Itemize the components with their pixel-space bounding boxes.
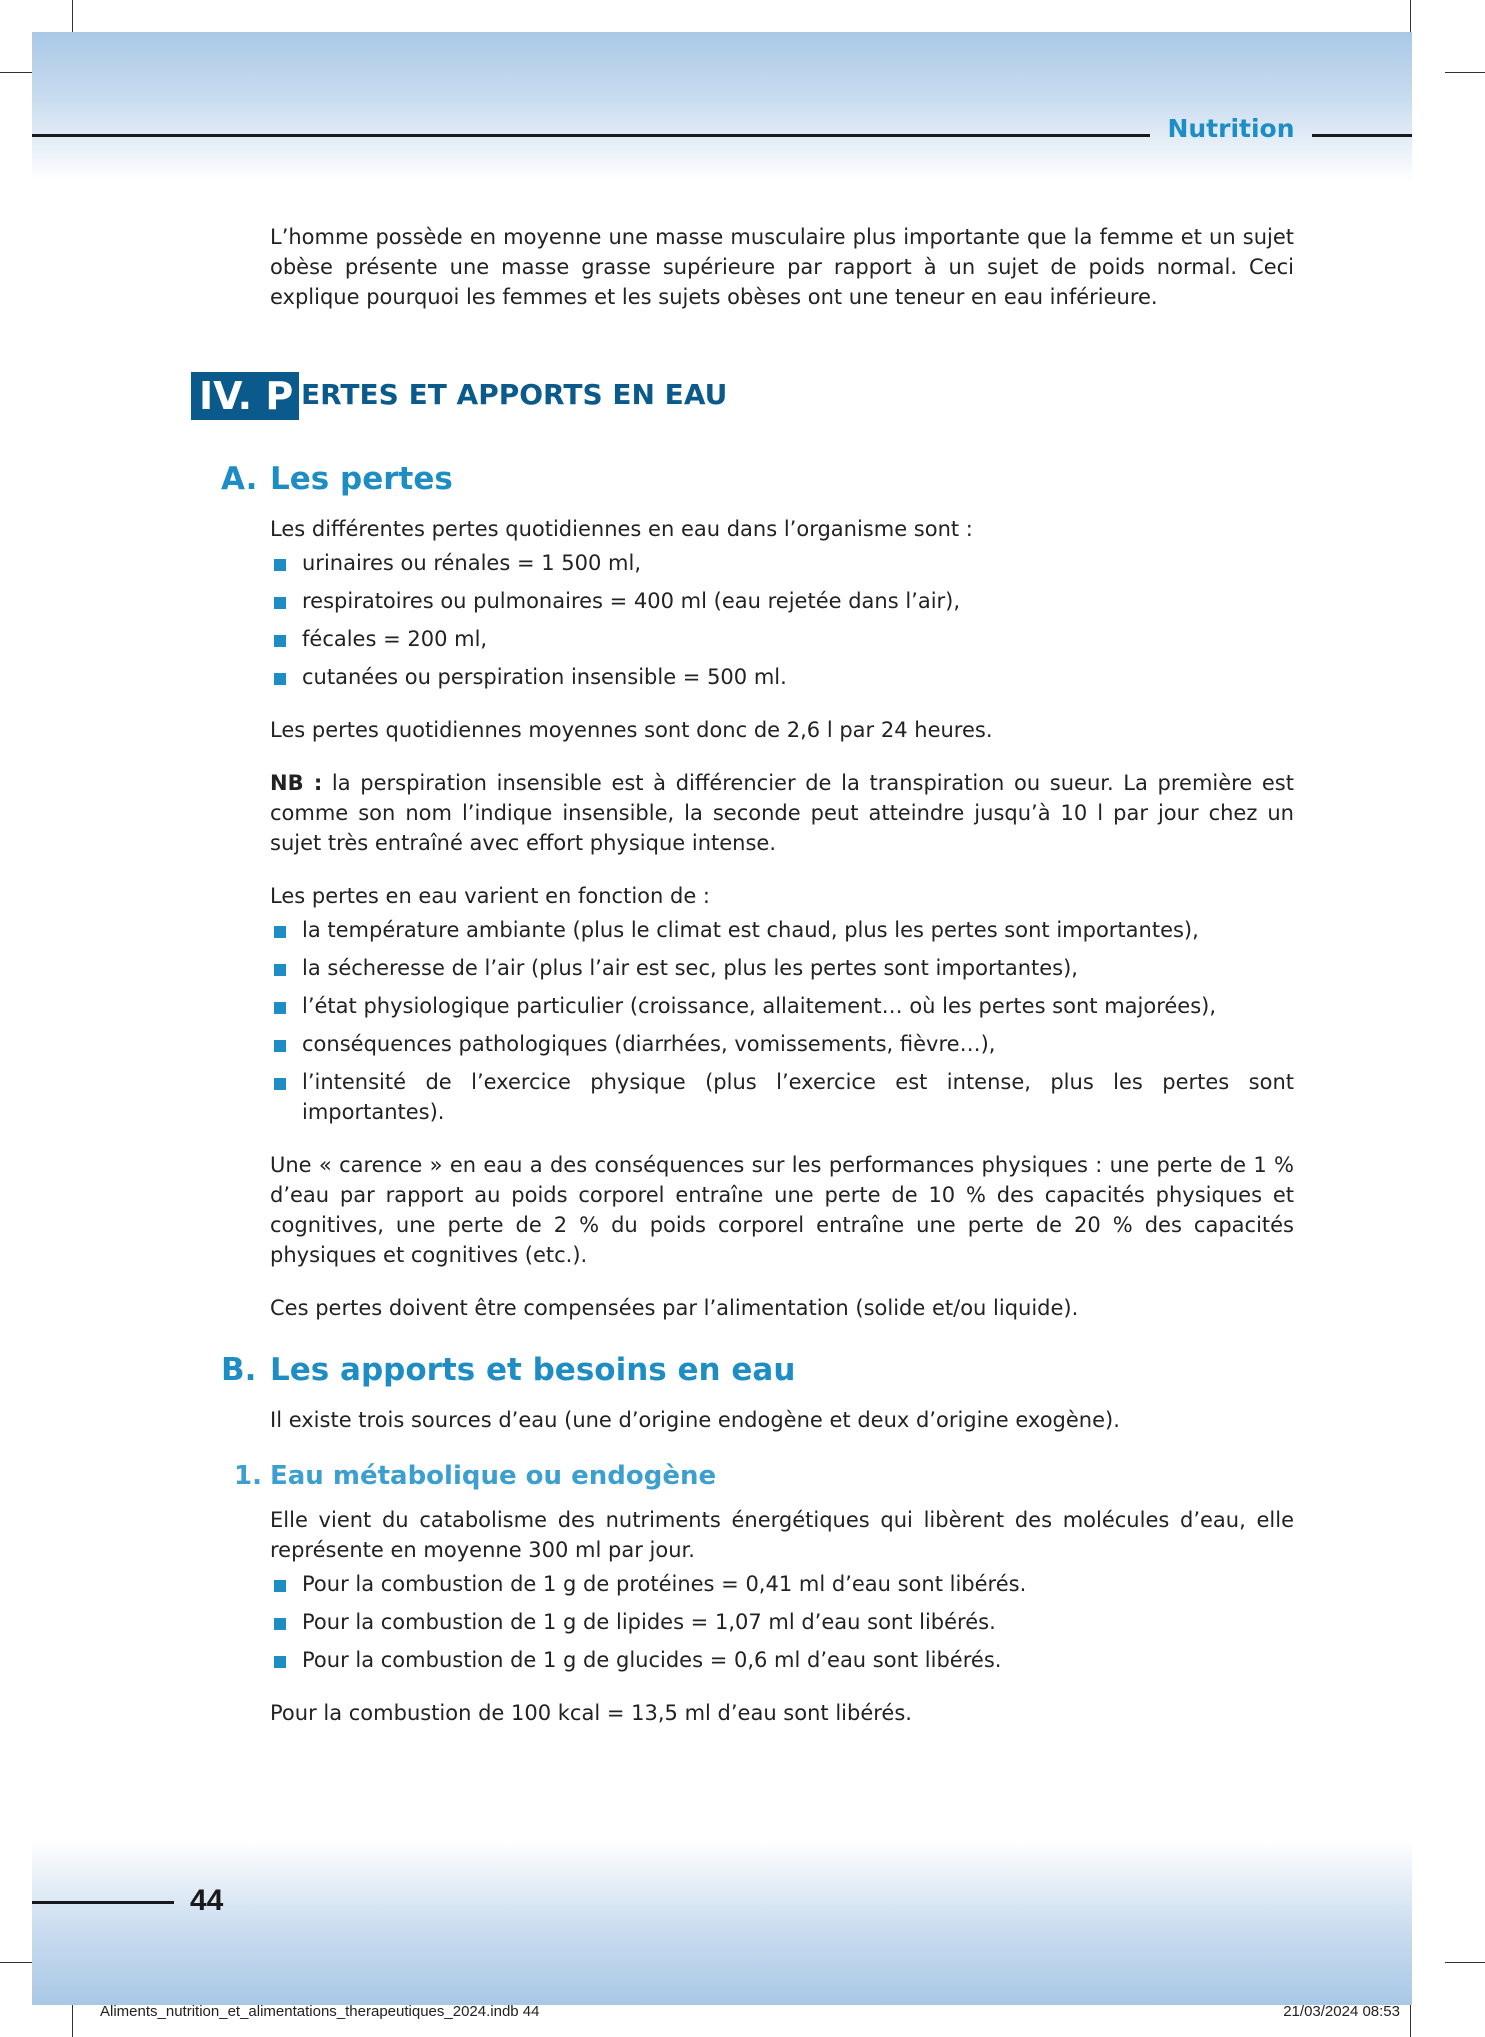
bullet-square-icon (274, 597, 286, 609)
list-item: la température ambiante (plus le climat est chaud, plus les pertes sont importantes), (270, 915, 1294, 945)
footer-rule (32, 1901, 174, 1904)
list-item: Pour la combustion de 1 g de glucides = 0,6 ml d’eau sont libérés. (270, 1645, 1294, 1675)
losses-intro: Les différentes pertes quotidiennes en eau dans l’organisme sont : (270, 517, 973, 541)
print-date: 21/03/2024 08:53 (1283, 2003, 1400, 2020)
section-heading (191, 372, 1294, 432)
list-item: fécales = 200 ml, (270, 624, 1294, 654)
subsection-letter: A. (221, 461, 258, 497)
section-title: ERTES ET APPORTS EN EAU (301, 378, 728, 411)
carence-paragraph: Une « carence » en eau a des conséquences sur les performances physiques : une perte de 1 % d’eau par rapport au poids corporel entraîne une perte de 10 % des capacités physiques et cognitives, une perte de 2 % du poids corporel entraîne une perte de 20 % des capacités physiques et cognitives (etc.). (270, 1153, 1294, 1267)
list-item: urinaires ou rénales = 1 500 ml, (270, 548, 1294, 578)
header-band (32, 32, 1412, 182)
crop-mark (1445, 1962, 1485, 1963)
metabolic-paragraph: Elle vient du catabolisme des nutriments énergétiques qui libèrent des molécules d’eau, elle représente en moyenne 300 ml par jour. (270, 1508, 1294, 1562)
page-content (199, 222, 1294, 1728)
nb-text: la perspiration insensible est à différencier de la transpiration ou sueur. La première est comme son nom l’indique insensible, la seconde peut atteindre jusqu’à 10 l par jour chez un sujet très entraîné avec effort physique intense. (270, 771, 1294, 855)
bullet-square-icon (274, 559, 286, 571)
sources-intro: Il existe trois sources d’eau (une d’origine endogène et deux d’origine exogène). (270, 1408, 1120, 1432)
list-item: l’intensité de l’exercice physique (plus l’exercice est intense, plus les pertes sont importantes). (270, 1067, 1294, 1127)
bullet-square-icon (274, 673, 286, 685)
subsection-title: Les apports et besoins en eau (270, 1352, 796, 1388)
list-item: l’état physiologique particulier (croissance, allaitement… où les pertes sont majorées), (270, 991, 1294, 1021)
bullet-square-icon (274, 1580, 286, 1592)
subsection-letter: B. (221, 1352, 257, 1388)
bullet-square-icon (274, 1078, 286, 1090)
vary-list (270, 915, 1294, 1127)
bullet-square-icon (274, 1618, 286, 1630)
nb-label: NB : (270, 771, 323, 795)
list-item: la sécheresse de l’air (plus l’air est sec, plus les pertes sont importantes), (270, 953, 1294, 983)
subsubsection-title: Eau métabolique ou endogène (270, 1461, 717, 1491)
bullet-square-icon (274, 1002, 286, 1014)
list-item: Pour la combustion de 1 g de lipides = 1,07 ml d’eau sont libérés. (270, 1607, 1294, 1637)
bullet-square-icon (274, 635, 286, 647)
losses-total: Les pertes quotidiennes moyennes sont donc de 2,6 l par 24 heures. (270, 718, 993, 742)
crop-mark (1445, 72, 1485, 73)
combustion-list (270, 1569, 1294, 1675)
page-number: 44 (190, 1884, 224, 1917)
kcal-paragraph: Pour la combustion de 100 kcal = 13,5 ml d’eau sont libérés. (270, 1701, 912, 1725)
bullet-square-icon (274, 926, 286, 938)
compensation-paragraph: Ces pertes doivent être compensées par l’alimentation (solide et/ou liquide). (270, 1296, 1079, 1320)
print-file-info: Aliments_nutrition_et_alimentations_therapeutiques_2024.indb 44 (100, 2003, 540, 2020)
subsubsection-heading (234, 1461, 1294, 1501)
bullet-square-icon (274, 964, 286, 976)
bullet-square-icon (274, 1040, 286, 1052)
subsection-title: Les pertes (270, 461, 453, 497)
vary-intro: Les pertes en eau varient en fonction de : (270, 884, 711, 908)
list-item: Pour la combustion de 1 g de protéines = 0,41 ml d’eau sont libérés. (270, 1569, 1294, 1599)
nb-paragraph (270, 768, 1294, 858)
header-rule (1312, 134, 1412, 137)
bullet-square-icon (274, 1656, 286, 1668)
list-item: cutanées ou perspiration insensible = 500 ml. (270, 662, 1294, 692)
footer-band (32, 1840, 1412, 2005)
subsubsection-number: 1. (234, 1461, 262, 1491)
subsection-a-heading (221, 461, 1294, 508)
header-rule (32, 134, 1150, 137)
section-number-box: IV. P (191, 372, 299, 420)
list-item: respiratoires ou pulmonaires = 400 ml (eau rejetée dans l’air), (270, 586, 1294, 616)
subsection-b-heading (221, 1352, 1294, 1399)
intro-paragraph: L’homme possède en moyenne une masse musculaire plus importante que la femme et un sujet obèse présente une masse grasse supérieure par rapport à un sujet de poids normal. Ceci explique pourquoi les femmes et les sujets obèses ont une teneur en eau inférieure. (270, 225, 1294, 309)
running-header-title: Nutrition (1167, 114, 1295, 143)
list-item: conséquences pathologiques (diarrhées, vomissements, fièvre…), (270, 1029, 1294, 1059)
losses-list (270, 548, 1294, 692)
